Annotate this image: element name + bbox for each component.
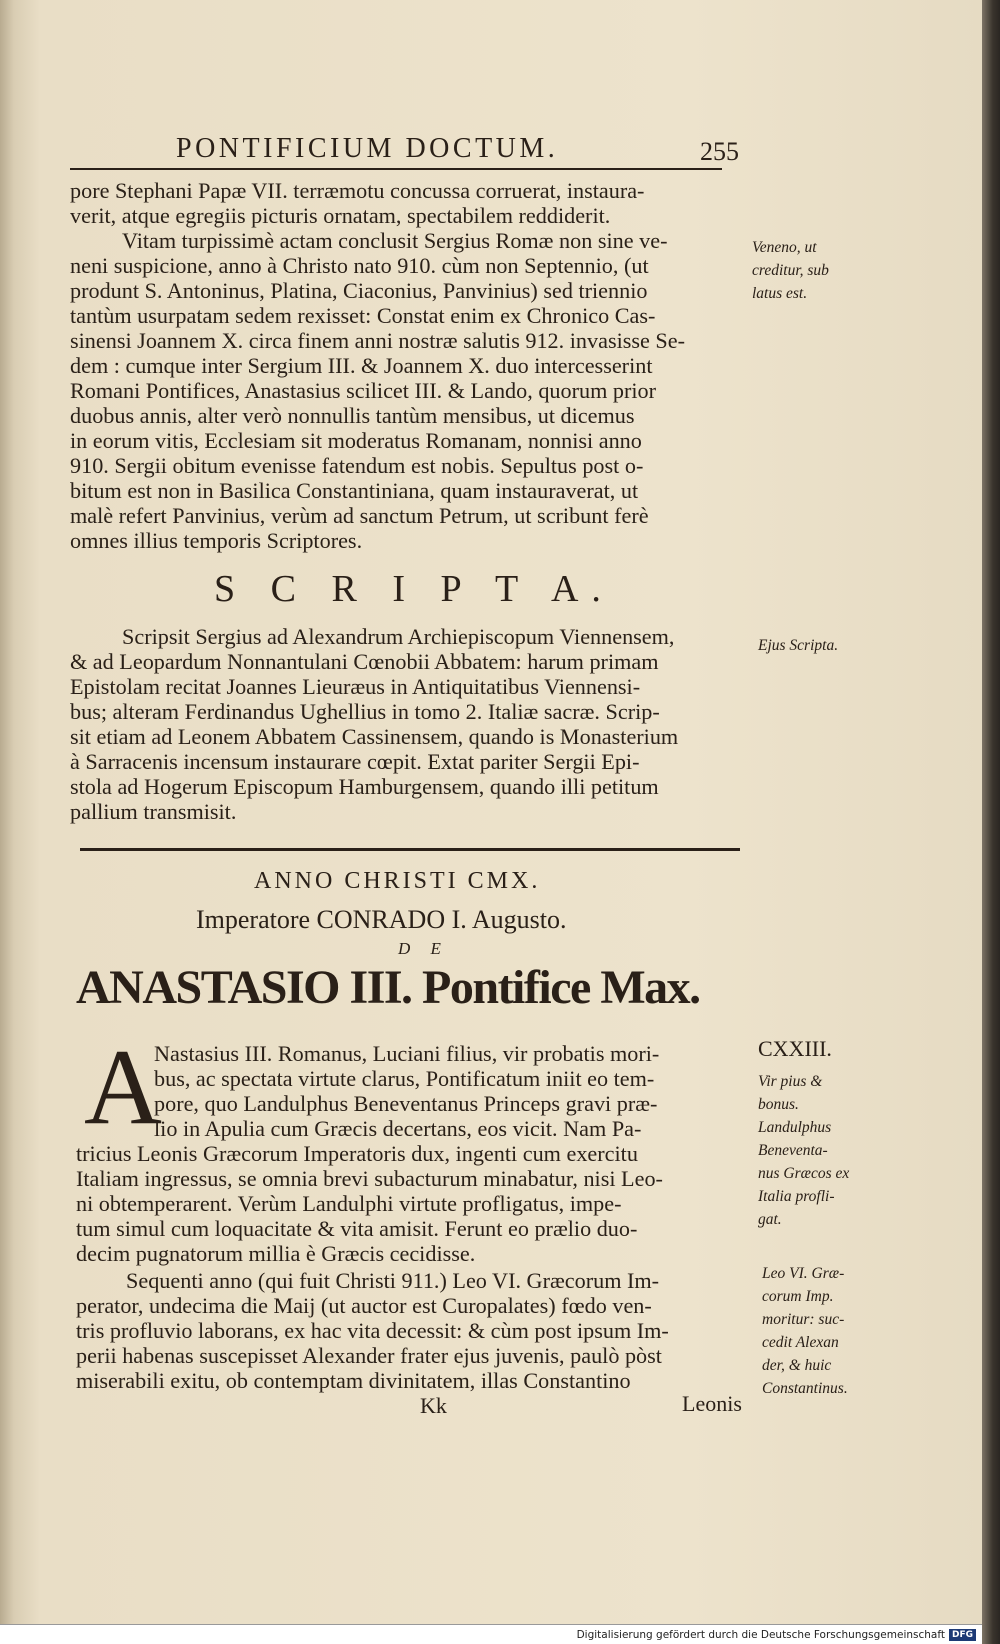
text-line: à Sarracenis incensum instaurare cœpit. Extat pariter Sergii Epi-	[70, 749, 640, 774]
text-line: pore, quo Landulphus Beneventanus Princeps gravi præ-	[154, 1091, 658, 1116]
text-line: Epistolam recitat Joannes Lieuræus in Antiquitatibus Viennensi-	[70, 674, 641, 699]
text-line: tricius Leonis Græcorum Imperatoris dux, ingenti cum exercitu	[76, 1141, 638, 1166]
footer-text: Digitalisierung gefördert durch die Deutsche Forschungsgemeinschaft	[576, 1628, 945, 1641]
text-line: miserabili exitu, ob contemptam divinitatem, illas Constantino	[76, 1368, 631, 1393]
text-line: in eorum vitis, Ecclesiam sit moderatus Romanam, nonnisi anno	[70, 428, 642, 453]
margin-note-line: Constantinus.	[762, 1380, 848, 1397]
dfg-logo: DFG	[949, 1629, 976, 1641]
page-number: 255	[700, 137, 739, 166]
book-spine-edge	[982, 0, 1000, 1644]
text-line: decim pugnatorum millia è Græcis cecidisse.	[76, 1241, 476, 1266]
text-line: 910. Sergii obitum evenisse fatendum est nobis. Sepultus post o-	[70, 453, 644, 478]
margin-note-line: cedit Alexan	[762, 1334, 839, 1351]
margin-note-line: Beneventa-	[758, 1142, 828, 1159]
text-line: tris profluvio laborans, ex hac vita decessit: & cùm post ipsum Im-	[76, 1318, 669, 1343]
digitization-footer	[0, 1624, 982, 1644]
text-line: produnt S. Antoninus, Platina, Ciaconius, Panvinius) sed triennio	[70, 278, 648, 303]
text-line: neni suspicione, anno à Christo nato 910. cùm non Septennio, (ut	[70, 253, 649, 278]
text-line: sit etiam ad Leonem Abbatem Cassinensem, quando is Monasterium	[70, 724, 679, 749]
margin-note-line: creditur, sub	[752, 262, 829, 279]
margin-note-line: der, & huic	[762, 1357, 832, 1374]
margin-note-line: Ejus Scripta.	[758, 637, 839, 654]
text-line: omnes illius temporis Scriptores.	[70, 528, 363, 553]
text-line: pallium transmisit.	[70, 799, 237, 824]
margin-note-line: Leo VI. Græ-	[762, 1265, 845, 1282]
margin-note-line: corum Imp.	[762, 1288, 834, 1305]
signature-mark: Kk	[420, 1393, 447, 1418]
text-line: dem : cumque inter Sergium III. & Joannem X. duo intercesserint	[70, 353, 653, 378]
text-line: Scripsit Sergius ad Alexandrum Archiepiscopum Viennensem,	[122, 624, 675, 649]
margin-note-line: Veneno, ut	[752, 239, 817, 256]
margin-note-line: Vir pius &	[758, 1073, 823, 1090]
text-line: stola ad Hogerum Episcopum Hamburgensem, quando illi petitum	[70, 774, 659, 799]
text-line: Vitam turpissimè actam conclusit Sergius Romæ non sine ve-	[122, 228, 668, 253]
text-line: Nastasius III. Romanus, Luciani filius, vir probatis mori-	[154, 1041, 660, 1066]
imperatore-heading: Imperatore CONRADO I. Augusto.	[196, 905, 567, 934]
anno-heading: ANNO CHRISTI CMX.	[254, 868, 541, 894]
text-line: tantùm usurpatam sedem rexisset: Constat enim ex Chronico Cas-	[70, 303, 656, 328]
margin-note-line: Italia profli-	[758, 1188, 835, 1205]
chapter-number: CXXIII.	[758, 1036, 832, 1061]
catchword: Leonis	[682, 1391, 742, 1416]
text-line: ni obtemperarent. Verùm Landulphi virtute profligatus, impe-	[76, 1191, 622, 1216]
text-line: Romani Pontifices, Anastasius scilicet III. & Lando, quorum prior	[70, 378, 657, 403]
pontiff-title: ANASTASIO III. Pontifice Max.	[76, 961, 700, 1014]
text-line: malè refert Panvinius, verùm ad sanctum Petrum, ut scribunt ferè	[70, 503, 649, 528]
margin-note-line: gat.	[758, 1211, 782, 1228]
text-line: bus, ac spectata virtute clarus, Pontificatum iniit eo tem-	[154, 1066, 655, 1091]
text-line: lio in Apulia cum Græcis decertans, eos vicit. Nam Pa-	[154, 1116, 642, 1141]
text-line: & ad Leopardum Nonnantulani Cœnobii Abbatem: harum primam	[70, 649, 659, 674]
scripta-heading: S C R I P T A.	[214, 568, 614, 610]
text-line: bus; alteram Ferdinandus Ughellius in tomo 2. Italiæ sacræ. Scrip-	[70, 699, 660, 724]
text-line: sinensi Joannem X. circa finem anni nostræ salutis 912. invasisse Se-	[70, 328, 685, 353]
text-line: Italiam ingressus, se omnia brevi subacturum minabatur, nisi Leo-	[76, 1166, 663, 1191]
text-line: perator, undecima die Maij (ut auctor est Curopalates) fœdo ven-	[76, 1293, 652, 1318]
text-line: Sequenti anno (qui fuit Christi 911.) Leo VI. Græcorum Im-	[126, 1268, 660, 1293]
text-line: duobus annis, alter verò nonnullis tantùm mensibus, ut dicemus	[70, 403, 635, 428]
margin-note-line: latus est.	[752, 285, 808, 302]
text-line: bitum est non in Basilica Constantiniana, quam instauraverat, ut	[70, 478, 639, 503]
margin-note-line: Landulphus	[758, 1119, 832, 1136]
drop-cap: A	[84, 1028, 162, 1147]
de-heading: D E	[398, 939, 449, 958]
text-line: verit, atque egregiis picturis ornatam, spectabilem reddiderit.	[70, 203, 611, 228]
text-line: perii habenas suscepisset Alexander frater ejus juvenis, paulò pòst	[76, 1343, 662, 1368]
margin-note-line: moritur: suc-	[762, 1311, 845, 1328]
text-line: pore Stephani Papæ VII. terræmotu concussa corruerat, instaura-	[70, 178, 645, 203]
margin-note-line: bonus.	[758, 1096, 799, 1113]
margin-note-line: nus Græcos ex	[758, 1165, 850, 1182]
text-line: tum simul cum loquacitate & vita amisit. Ferunt eo prælio duo-	[76, 1216, 638, 1241]
header-rule	[70, 168, 722, 170]
section-divider	[80, 848, 740, 851]
running-title: PONTIFICIUM DOCTUM.	[176, 133, 559, 164]
